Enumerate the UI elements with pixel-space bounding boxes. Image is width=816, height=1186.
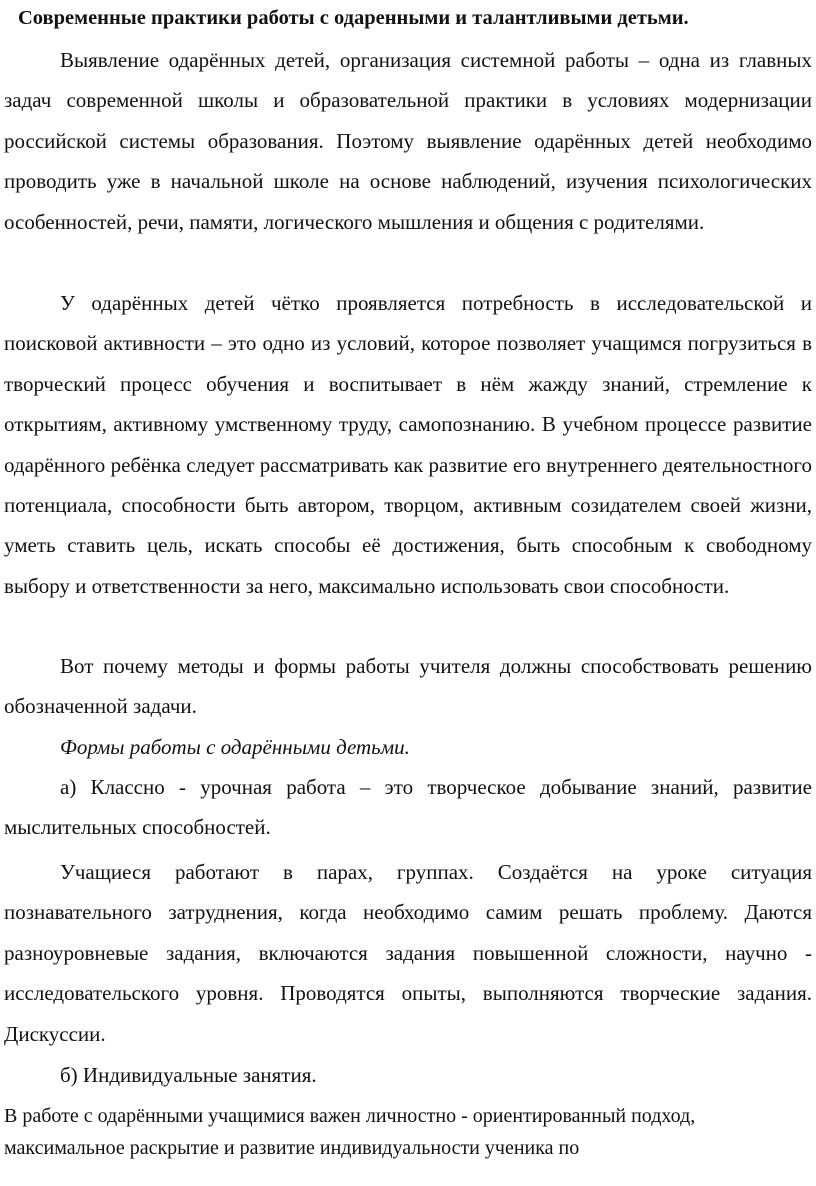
paragraph-identification: Выявление одарённых детей, организация системной работы – одна из главных задач современной школы и образовательной практики в условиях модернизации российской системы образования. Поэтому выявление одарённых детей необходимо проводить уже в начальной школе на основе наблюдений, изучения психологических особенностей, речи, памяти, логического мышления и общения с родителями. [4,48,812,234]
paragraph-methods: Вот почему методы и формы работы учителя должны способствовать решению обозначенной задачи. [4,654,812,719]
item-b-individual: б) Индивидуальные занятия. [60,1063,317,1087]
document-title: Современные практики работы с одаренными и талантливыми детьми. [18,7,689,29]
item-a-detail: Учащиеся работают в парах, группах. Создаётся на уроке ситуация познавательного затруднения, когда необходимо самим решать проблему. Даются разноуровневые задания, включаются задания повышенной сложности, научно - исследовательского уровня. Проводятся опыты, выполняются творческие задания. Дискуссии. [4,860,812,1046]
item-a-classroom-work: а) Классно - урочная работа – это творческое добывание знаний, развитие мыслительных способностей. [4,775,812,840]
subheading-forms: Формы работы с одарёнными детьми. [60,735,410,759]
closing-paragraph: В работе с одарёнными учащимися важен личностно - ориентированный подход, максимальное раскрытие и развитие индивидуальности ученика по [4,1105,696,1159]
paragraph-research-activity: У одарённых детей чётко проявляется потребность в исследовательской и поисковой активности – это одно из условий, которое позволяет учащимся погрузиться в творческий процесс обучения и воспитывает в нём жажду знаний, стремление к открытиям, активному умственному труду, самопознанию. В учебном процессе развитие одарённого ребёнка следует рассматривать как развитие его внутреннего деятельностного потенциала, способности быть автором, творцом, активным созидателем своей жизни, уметь ставить цель, искать способы её достижения, быть способным к свободному выбору и ответственности за него, максимально использовать свои способности. [4,291,812,598]
